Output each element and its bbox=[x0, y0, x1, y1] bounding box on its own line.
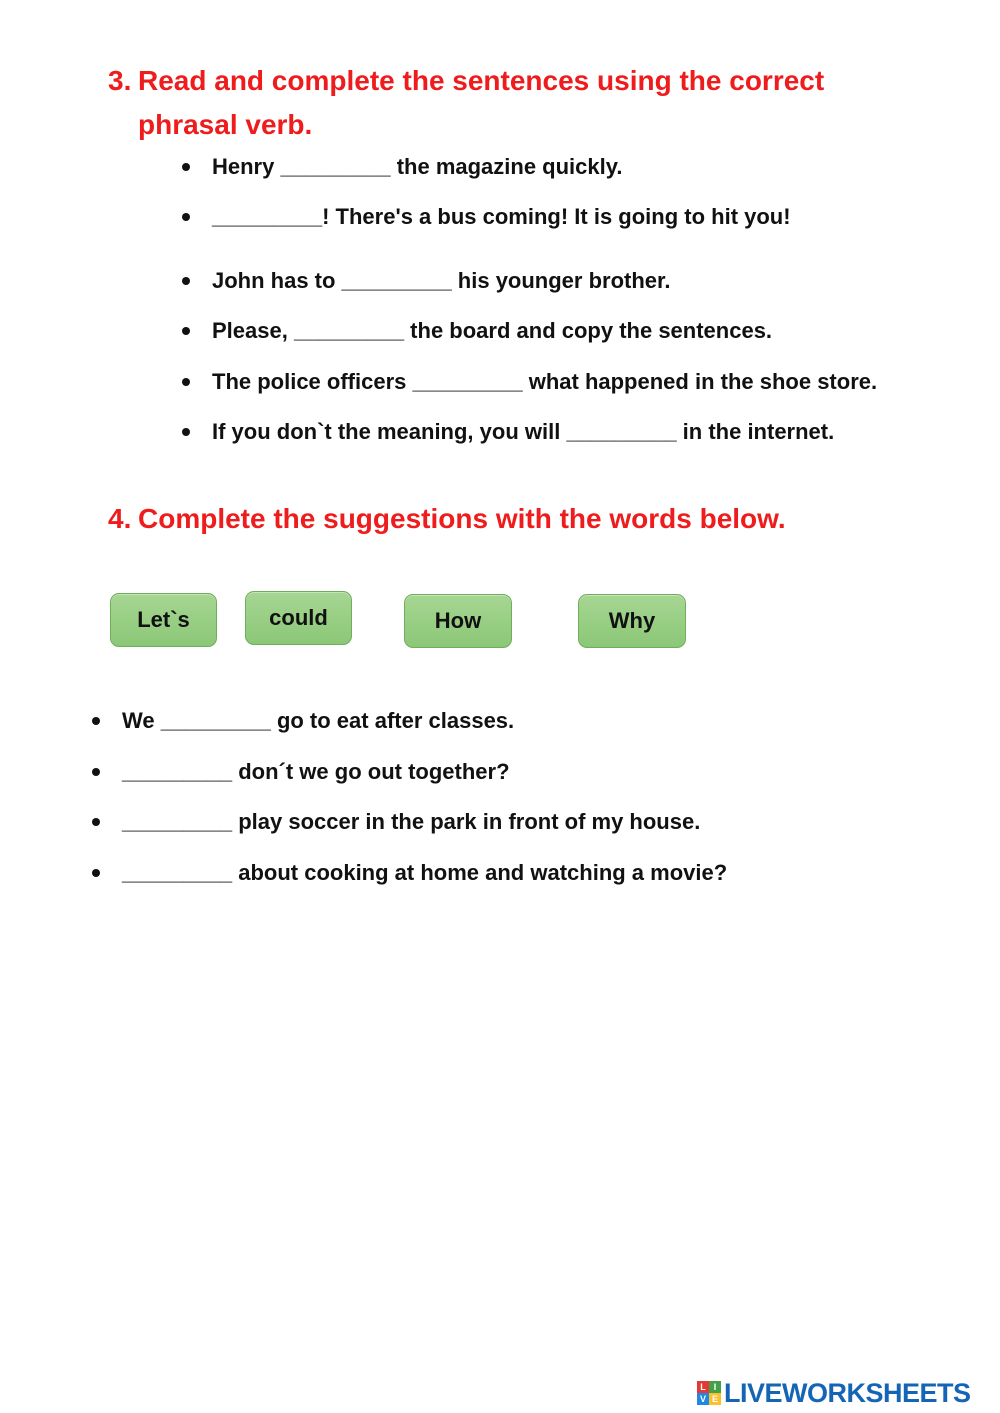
logo-letter: L bbox=[697, 1381, 709, 1393]
word-bank-why[interactable]: Why bbox=[578, 594, 686, 648]
section3-item: _________! There's a bus coming! It is going to hit you! bbox=[182, 202, 791, 232]
section3-number: 3. bbox=[108, 65, 132, 96]
section3-item: Please, _________ the board and copy the sentences. bbox=[182, 316, 772, 346]
logo-letter: V bbox=[697, 1393, 709, 1405]
bullet-icon bbox=[92, 717, 100, 725]
section3-title: Read and complete the sentences using the correct phrasal verb. bbox=[138, 65, 825, 140]
bullet-icon bbox=[182, 213, 190, 221]
liveworksheets-logo bbox=[697, 1378, 971, 1408]
liveworksheets-brand: LIVEWORKSHEETS bbox=[724, 1377, 971, 1408]
bullet-icon bbox=[92, 818, 100, 826]
bullet-icon bbox=[182, 428, 190, 436]
word-bank-lets[interactable]: Let`s bbox=[110, 593, 217, 647]
section3-item: The police officers _________ what happened in the shoe store. bbox=[182, 367, 877, 397]
section3-heading bbox=[108, 59, 868, 147]
bullet-icon bbox=[92, 869, 100, 877]
bullet-icon bbox=[182, 327, 190, 335]
section3-item: John has to _________ his younger brother. bbox=[182, 266, 671, 296]
word-bank-how[interactable]: How bbox=[404, 594, 512, 648]
section4-title: Complete the suggestions with the words below. bbox=[138, 503, 786, 534]
liveworksheets-logo-icon bbox=[697, 1381, 721, 1405]
logo-letter: I bbox=[709, 1381, 721, 1393]
bullet-icon bbox=[182, 378, 190, 386]
section3-item: Henry _________ the magazine quickly. bbox=[182, 152, 622, 182]
section4-item: _________ don´t we go out together? bbox=[92, 757, 510, 787]
section4-item: _________ about cooking at home and watching a movie? bbox=[92, 858, 727, 888]
logo-letter: E bbox=[709, 1393, 721, 1405]
section4-item: _________ play soccer in the park in front of my house. bbox=[92, 807, 700, 837]
section4-item: We _________ go to eat after classes. bbox=[92, 706, 514, 736]
section4-heading bbox=[108, 497, 868, 541]
section4-number: 4. bbox=[108, 503, 132, 534]
section3-item: If you don`t the meaning, you will _________ in the internet. bbox=[182, 417, 834, 447]
bullet-icon bbox=[182, 277, 190, 285]
bullet-icon bbox=[182, 163, 190, 171]
word-bank-could[interactable]: could bbox=[245, 591, 352, 645]
bullet-icon bbox=[92, 768, 100, 776]
